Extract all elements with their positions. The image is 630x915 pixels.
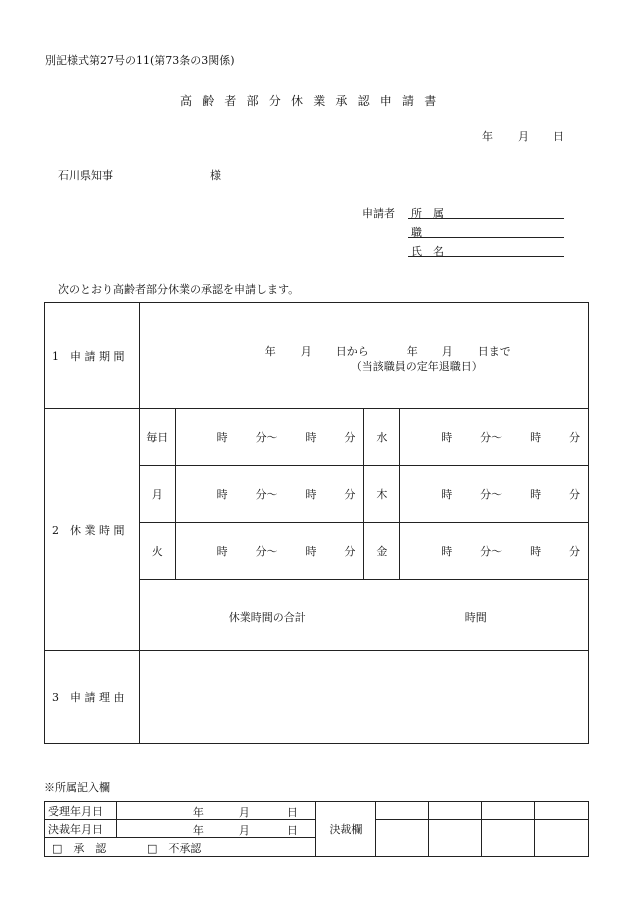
total-hours-unit: 時間 xyxy=(464,610,487,624)
form-title: 高齢者部分休業承認申請書 xyxy=(180,94,447,108)
hour-unit: 時 xyxy=(441,488,453,501)
hour-unit: 時 xyxy=(530,431,542,444)
date-year-unit: 年 xyxy=(192,805,204,819)
kessai-label: 決裁欄 xyxy=(329,823,363,836)
decided-date-field[interactable] xyxy=(116,820,316,838)
day-cell xyxy=(364,523,400,580)
seal-cell[interactable] xyxy=(376,820,429,857)
period-to-month: 月 xyxy=(441,344,453,358)
reject-checkbox[interactable]: □ 不承認 xyxy=(147,841,202,855)
seal-header-cell[interactable] xyxy=(535,802,589,820)
minute-unit: 分 xyxy=(344,431,356,444)
office-table xyxy=(44,801,589,857)
time-range-cell[interactable] xyxy=(400,409,589,466)
day-cell xyxy=(364,466,400,523)
minute-unit: 分 xyxy=(568,488,580,501)
hour-unit: 時 xyxy=(305,545,317,558)
date-day-unit: 日 xyxy=(286,823,298,837)
date-year: 年 xyxy=(482,130,493,143)
time-range-cell[interactable] xyxy=(175,523,364,580)
date-year-unit: 年 xyxy=(192,823,204,837)
date-month: 月 xyxy=(518,130,529,143)
period-to-year: 年 xyxy=(406,344,418,358)
total-hours-cell[interactable] xyxy=(139,580,588,651)
application-period-cell[interactable] xyxy=(139,303,588,409)
addressee-name: 石川県知事 xyxy=(58,169,113,182)
hour-unit: 時 xyxy=(305,488,317,501)
hour-unit: 時 xyxy=(305,431,317,444)
time-range-cell[interactable] xyxy=(400,466,589,523)
addressee-honorific: 様 xyxy=(210,169,221,182)
time-range-cell[interactable] xyxy=(175,409,364,466)
kessai-label-cell xyxy=(316,802,376,857)
office-section-heading: ※所属記入欄 xyxy=(44,781,110,794)
section2-label-cell xyxy=(45,409,140,651)
hour-unit: 時 xyxy=(216,545,228,558)
position-field[interactable] xyxy=(408,237,564,238)
name-field[interactable] xyxy=(408,256,564,257)
decided-date-label-cell xyxy=(45,820,117,838)
applicant-label: 申請者 xyxy=(362,207,395,220)
section1-label: 1 申 請 期 間 xyxy=(52,349,125,363)
minute-tilde-unit: 分～ xyxy=(255,431,278,444)
application-table xyxy=(44,302,589,744)
hour-unit: 時 xyxy=(216,488,228,501)
date-month-unit: 月 xyxy=(238,805,250,819)
date-day-unit: 日 xyxy=(286,805,298,819)
minute-tilde-unit: 分～ xyxy=(255,545,278,558)
hour-unit: 時 xyxy=(441,431,453,444)
seal-cell[interactable] xyxy=(482,820,535,857)
applicant-name-label: 氏 名 xyxy=(411,245,444,258)
received-date-field[interactable] xyxy=(116,802,316,820)
seal-cell[interactable] xyxy=(535,820,589,857)
seal-header-cell[interactable] xyxy=(482,802,535,820)
minute-tilde-unit: 分～ xyxy=(480,545,503,558)
section1-label-cell xyxy=(45,303,140,409)
hour-unit: 時 xyxy=(530,545,542,558)
applicant-position-label: 職 xyxy=(411,226,422,239)
date-day: 日 xyxy=(553,130,564,143)
minute-unit: 分 xyxy=(568,545,580,558)
period-to-day: 日まで xyxy=(477,344,511,358)
received-date-label: 受理年月日 xyxy=(48,804,103,818)
period-from-day: 日から xyxy=(335,344,369,358)
minute-unit: 分 xyxy=(344,545,356,558)
minute-tilde-unit: 分～ xyxy=(480,488,503,501)
period-from-month: 月 xyxy=(300,344,312,358)
day-cell xyxy=(139,466,175,523)
minute-unit: 分 xyxy=(568,431,580,444)
day-label: 水 xyxy=(376,431,388,444)
day-cell xyxy=(139,523,175,580)
affiliation-field[interactable] xyxy=(408,218,564,219)
total-hours-label: 休業時間の合計 xyxy=(228,610,306,624)
application-reason-field[interactable] xyxy=(139,651,588,744)
day-label: 金 xyxy=(376,545,388,558)
seal-header-cell[interactable] xyxy=(429,802,482,820)
hour-unit: 時 xyxy=(441,545,453,558)
seal-header-cell[interactable] xyxy=(376,802,429,820)
time-range-cell[interactable] xyxy=(400,523,589,580)
received-date-label-cell xyxy=(45,802,117,820)
day-label: 毎日 xyxy=(146,431,169,444)
decided-date-label: 決裁年月日 xyxy=(48,822,103,836)
day-cell xyxy=(139,409,175,466)
hour-unit: 時 xyxy=(530,488,542,501)
date-month-unit: 月 xyxy=(238,823,250,837)
day-label: 木 xyxy=(376,488,388,501)
period-from-year: 年 xyxy=(264,344,276,358)
section3-label-cell xyxy=(45,651,140,744)
day-label: 月 xyxy=(151,488,163,501)
minute-tilde-unit: 分～ xyxy=(255,488,278,501)
section3-label: 3 申 請 理 由 xyxy=(52,691,125,704)
day-cell xyxy=(364,409,400,466)
day-label: 火 xyxy=(151,545,163,558)
minute-unit: 分 xyxy=(344,488,356,501)
applicant-affiliation-label: 所 属 xyxy=(411,207,444,220)
form-reference: 別記様式第27号の11(第73条の3関係) xyxy=(45,54,235,67)
hour-unit: 時 xyxy=(216,431,228,444)
approve-checkbox[interactable]: □ 承 認 xyxy=(52,841,107,855)
section2-label: 2 休 業 時 間 xyxy=(52,523,125,537)
approval-choice-cell xyxy=(45,838,316,857)
minute-tilde-unit: 分～ xyxy=(480,431,503,444)
period-note: （当該職員の定年退職日） xyxy=(350,359,483,373)
intro-text: 次のとおり高齢者部分休業の承認を申請します。 xyxy=(58,283,300,296)
seal-cell[interactable] xyxy=(429,820,482,857)
time-range-cell[interactable] xyxy=(175,466,364,523)
